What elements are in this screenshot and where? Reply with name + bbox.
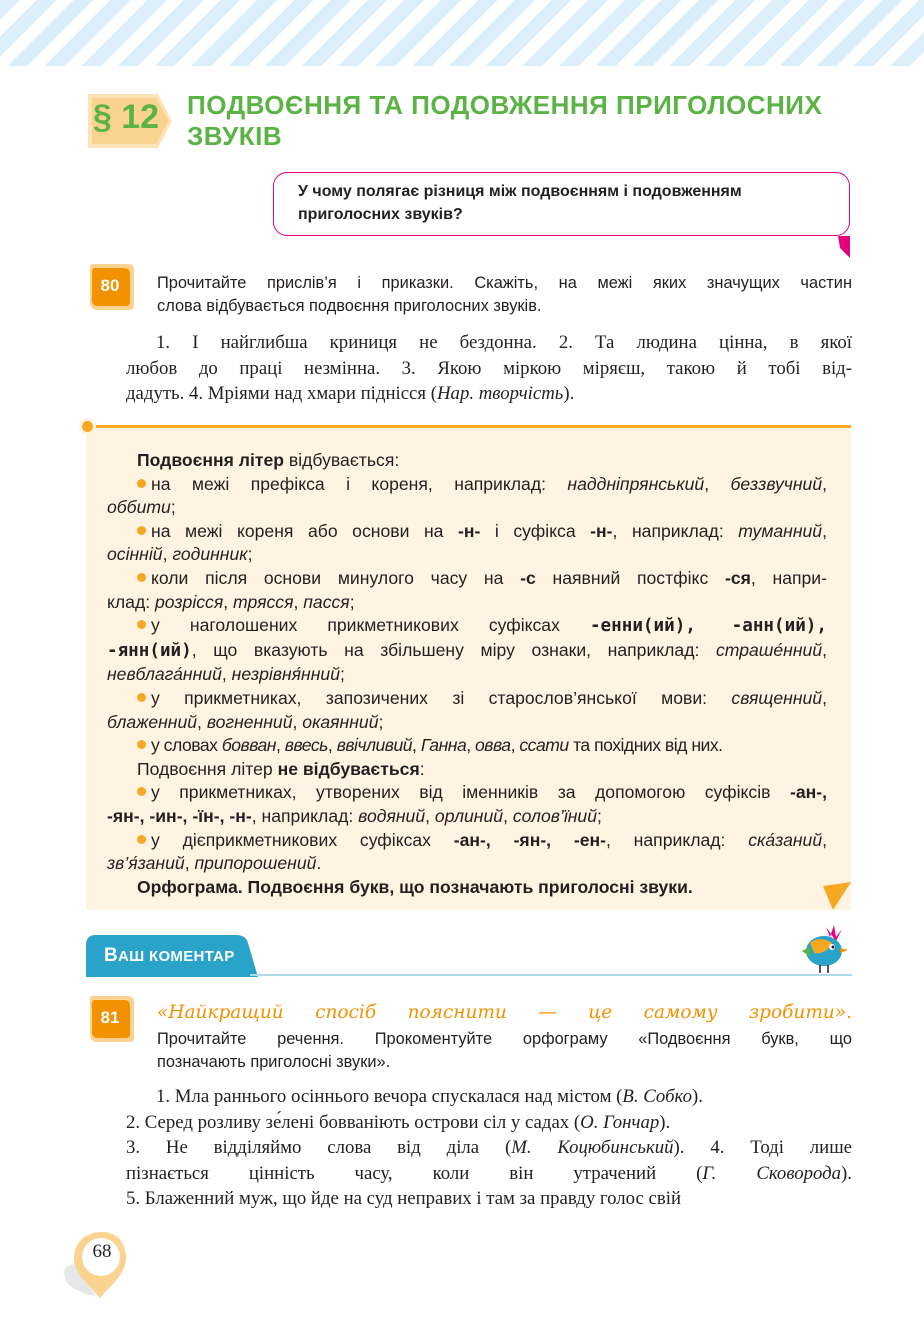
page-number-marker-icon bbox=[60, 1228, 140, 1308]
rule-fragment: , bbox=[822, 687, 827, 708]
example-word: наддніпрянський bbox=[567, 473, 705, 494]
morpheme: -енни(ий), -анн(ий), bbox=[589, 616, 827, 637]
rule-fragment: у словах bbox=[151, 735, 222, 756]
example-word: незрівня́нний bbox=[231, 664, 340, 685]
example-word: ска́заний bbox=[748, 829, 823, 850]
rule-fragment: у дієприкметникових суфіксах bbox=[151, 829, 454, 850]
page-number-badge bbox=[60, 1228, 140, 1308]
rule-line bbox=[107, 829, 827, 853]
title-line-2: ЗВУКІВ bbox=[187, 121, 283, 151]
task-line: Прочитайте прислів’я і приказки. Скажіть, на межі яких значущих частин bbox=[157, 274, 852, 292]
rule-box-dot bbox=[79, 418, 96, 435]
question-line-2: приголосних звуків? bbox=[298, 206, 463, 223]
example-word: пасся bbox=[303, 591, 350, 612]
rule-fragment: , bbox=[221, 664, 232, 685]
text-fragment: 2. Серед розливу зе́лені бовваніють острови сіл у садах ( bbox=[126, 1111, 581, 1133]
rule-term: Подвоєння літер bbox=[137, 450, 284, 470]
text-fragment: ). bbox=[691, 1086, 703, 1107]
comment-rest-letters: АШ КОМЕНТАР bbox=[118, 948, 235, 965]
task-line: позначають приголосні звуки». bbox=[157, 1053, 391, 1071]
rule-fragment: у прикметниках, запозичених зі старослов’янської мови: bbox=[151, 687, 732, 708]
rule-fragment: , bbox=[822, 520, 827, 541]
rule-line bbox=[107, 711, 827, 735]
bird-illustration-icon bbox=[796, 921, 852, 977]
rule-fragment: , bbox=[293, 591, 304, 612]
rule-line bbox=[107, 876, 827, 900]
rule-fragment: у наголошених прикметникових суфіксах bbox=[151, 615, 590, 636]
comment-first-letter: В bbox=[104, 945, 119, 966]
text-line: любов до праці незмінна. 3. Якою міркою міряєш, такою й тобі від- bbox=[126, 357, 852, 379]
paragraph-badge bbox=[86, 90, 174, 152]
bullet-icon bbox=[137, 835, 146, 844]
example-word: трясся bbox=[233, 591, 294, 612]
bullet-icon bbox=[137, 693, 146, 702]
rule-line bbox=[107, 496, 827, 520]
rule-line bbox=[107, 543, 827, 567]
text-fragment: пізнається цінність часу, коли він утрачений ( bbox=[126, 1162, 703, 1184]
example-word: вогненний bbox=[206, 711, 293, 732]
source-attribution: М. Коцюбинський bbox=[511, 1137, 674, 1158]
rule-term: не відбувається bbox=[277, 758, 420, 779]
text-line bbox=[126, 381, 852, 407]
rule-fragment: та похідних від них. bbox=[568, 735, 723, 756]
rule-fragment: ; bbox=[170, 497, 176, 518]
rule-line bbox=[107, 805, 827, 829]
exercise-80-number: 80 bbox=[100, 276, 120, 295]
rule-line bbox=[107, 520, 827, 544]
rule-line bbox=[107, 734, 827, 758]
rule-box-corner-fold bbox=[823, 882, 853, 912]
example-word: окаянний bbox=[302, 711, 379, 732]
bullet-icon bbox=[137, 787, 146, 796]
exercise-81-text bbox=[126, 1084, 852, 1212]
rule-fragment: , bbox=[510, 735, 520, 756]
text-line bbox=[126, 1110, 852, 1136]
comment-banner bbox=[86, 935, 258, 977]
rule-fragment: Подвоєння літер bbox=[137, 758, 278, 779]
rule-fragment: ; bbox=[597, 805, 602, 826]
source-attribution: Г. Сковорода bbox=[702, 1162, 842, 1184]
exercise-80-badge bbox=[88, 262, 136, 312]
rule-fragment: ; bbox=[378, 711, 384, 732]
example-word: бовван bbox=[221, 735, 276, 756]
rule-fragment: , bbox=[822, 829, 828, 850]
rule-fragment: ; bbox=[349, 591, 355, 612]
rule-fragment: , bbox=[704, 473, 731, 494]
rule-fragment: ; bbox=[247, 544, 253, 565]
rule-fragment: , що вказують на збільшену міру ознаки, наприклад: bbox=[191, 639, 716, 660]
rule-fragment: , bbox=[327, 735, 337, 756]
rule-fragment: відбувається: bbox=[284, 450, 400, 470]
task-line: Прочитайте речення. Прокоментуйте орфограму «Подвоєння букв, що bbox=[157, 1030, 852, 1048]
example-word: беззвучний bbox=[730, 473, 823, 494]
rule-fragment: ; bbox=[340, 664, 345, 685]
rule-fragment: : bbox=[419, 758, 425, 779]
text-fragment: 1. Мла раннього осіннього вечора спускалася над містом ( bbox=[156, 1086, 623, 1107]
example-word: страше́нний bbox=[715, 639, 823, 660]
rule-fragment: , наприклад: bbox=[251, 805, 359, 826]
rule-line bbox=[107, 758, 827, 782]
example-word: розрісся bbox=[155, 591, 224, 612]
question-line-1: У чому полягає різниця між подвоєнням і подовженням bbox=[298, 183, 742, 200]
example-word: священний bbox=[731, 687, 823, 708]
rule-fragment: , bbox=[197, 711, 207, 732]
example-word: годинник bbox=[172, 544, 248, 565]
exercise-81-number: 81 bbox=[100, 1008, 120, 1027]
rule-line bbox=[107, 781, 827, 805]
paragraph-number: § 12 bbox=[92, 98, 160, 136]
rule-fragment: наявний постфікс bbox=[535, 567, 725, 588]
rule-fragment: , напри- bbox=[750, 567, 827, 588]
rule-line bbox=[107, 567, 827, 591]
example-word: водяний bbox=[358, 805, 426, 826]
example-word: припорошений bbox=[194, 853, 317, 874]
example-word: блаженний bbox=[107, 711, 198, 732]
rule-fragment: , bbox=[162, 544, 173, 565]
section-title bbox=[187, 90, 887, 152]
example-word: ввесь bbox=[284, 735, 328, 756]
example-word: овва bbox=[475, 735, 511, 756]
top-decorative-stripes bbox=[0, 0, 924, 66]
morpheme: -с bbox=[520, 567, 536, 588]
source-attribution: В. Собко bbox=[622, 1086, 692, 1107]
example-word: ввічливий bbox=[336, 735, 413, 756]
text-fragment: ). bbox=[841, 1162, 852, 1184]
rule-fragment: клад: bbox=[107, 591, 155, 612]
source-attribution: О. Гончар bbox=[580, 1111, 660, 1133]
rule-box-top-line bbox=[86, 425, 851, 428]
text-fragment: 3. Не відділяймо слова від діла ( bbox=[126, 1137, 512, 1158]
rule-line bbox=[107, 663, 827, 687]
rule-fragment: , bbox=[466, 735, 476, 756]
example-word: зв’я́заний bbox=[107, 853, 185, 874]
rule-fragment: , bbox=[822, 639, 827, 660]
rule-line bbox=[107, 852, 827, 876]
question-box-tail bbox=[838, 236, 852, 258]
rule-line bbox=[107, 614, 827, 639]
exercise-80-text bbox=[126, 330, 852, 407]
rule-fragment: , bbox=[503, 805, 513, 826]
rule-fragment: , bbox=[822, 473, 827, 494]
rule-fragment: коли після основи минулого часу на bbox=[151, 567, 521, 588]
exercise-81-badge bbox=[88, 994, 136, 1044]
rule-fragment: на межі кореня або основи на bbox=[151, 520, 459, 541]
text-line bbox=[126, 1084, 852, 1110]
title-line-1: ПОДВОЄННЯ ТА ПОДОВЖЕННЯ ПРИГОЛОСНИХ bbox=[187, 90, 823, 120]
bullet-icon bbox=[137, 620, 146, 629]
rule-line bbox=[107, 639, 827, 664]
bullet-icon bbox=[137, 479, 146, 488]
bullet-icon bbox=[137, 740, 146, 749]
text-fragment: ). 4. Тоді лише bbox=[673, 1137, 853, 1158]
example-word: Ганна bbox=[420, 735, 467, 756]
morpheme: -ян-, -ин-, -їн-, -н- bbox=[107, 805, 252, 826]
rule-fragment: , bbox=[184, 853, 195, 874]
rule-fragment: . bbox=[316, 853, 322, 874]
morpheme: -н- bbox=[590, 520, 613, 541]
text-line bbox=[126, 1161, 852, 1187]
example-word: солов’їний bbox=[512, 805, 597, 826]
morpheme: -ся bbox=[724, 567, 751, 588]
rule-fragment: у прикметниках, утворених від іменників за допомогою суфіксів bbox=[151, 782, 790, 803]
morpheme: -ан-, -ян-, -ен- bbox=[453, 829, 606, 850]
rule-fragment: , bbox=[276, 735, 285, 756]
text-fragment: ). bbox=[659, 1111, 671, 1133]
example-word: оббити bbox=[107, 497, 171, 518]
exercise-80-task bbox=[157, 272, 852, 318]
comment-underline bbox=[250, 974, 852, 976]
rule-line bbox=[107, 473, 827, 497]
key-question-box bbox=[273, 172, 850, 236]
example-word: туманний bbox=[738, 520, 823, 541]
example-word: орлиний bbox=[434, 805, 504, 826]
page-number: 68 bbox=[92, 1241, 112, 1262]
rule-fragment: і суфікса bbox=[480, 520, 591, 541]
rule-fragment: , bbox=[292, 711, 303, 732]
orthogram-title: Орфограма. Подвоєння букв, що позначають приголосні звуки. bbox=[137, 876, 693, 897]
text-line: 1. І найглибша криниця не бездонна. 2. Та людина цінна, в якої bbox=[156, 332, 852, 353]
comment-banner-label bbox=[104, 945, 235, 967]
text-line bbox=[126, 1135, 852, 1161]
rule-line bbox=[107, 449, 827, 473]
text-fragment: дадуть. 4. Мріями над хмари піднісся ( bbox=[126, 383, 437, 404]
example-word: невблага́нний bbox=[107, 664, 222, 685]
rule-fragment: , bbox=[223, 591, 234, 612]
source-attribution: Нар. творчість bbox=[436, 383, 564, 404]
rule-fragment: , наприклад: bbox=[612, 520, 739, 541]
example-word: осінній bbox=[107, 544, 163, 565]
exercise-81-epigraph: «Найкращий спосіб пояснити — це самому зробити». bbox=[157, 1002, 852, 1023]
morpheme: -н- bbox=[458, 520, 481, 541]
rule-fragment: на межі префікса і кореня, наприклад: bbox=[151, 473, 568, 494]
task-line: слова відбувається подвоєння приголосних звуків. bbox=[157, 297, 542, 315]
example-word: ссати bbox=[519, 735, 569, 756]
text-line: 5. Блаженний муж, що йде на суд неправих і там за правду голос свій bbox=[126, 1188, 682, 1209]
bullet-icon bbox=[137, 526, 146, 535]
morpheme: -янн(ий) bbox=[107, 640, 192, 661]
exercise-81-task bbox=[157, 1028, 852, 1074]
rule-text bbox=[107, 449, 827, 899]
text-fragment: ). bbox=[563, 383, 575, 404]
rule-fragment: , bbox=[412, 735, 421, 756]
rule-line bbox=[107, 591, 827, 615]
bullet-icon bbox=[137, 573, 146, 582]
morpheme: -ан-, bbox=[789, 782, 827, 803]
rule-line bbox=[107, 687, 827, 711]
rule-fragment: , наприклад: bbox=[606, 829, 749, 850]
rule-fragment: , bbox=[425, 805, 435, 826]
